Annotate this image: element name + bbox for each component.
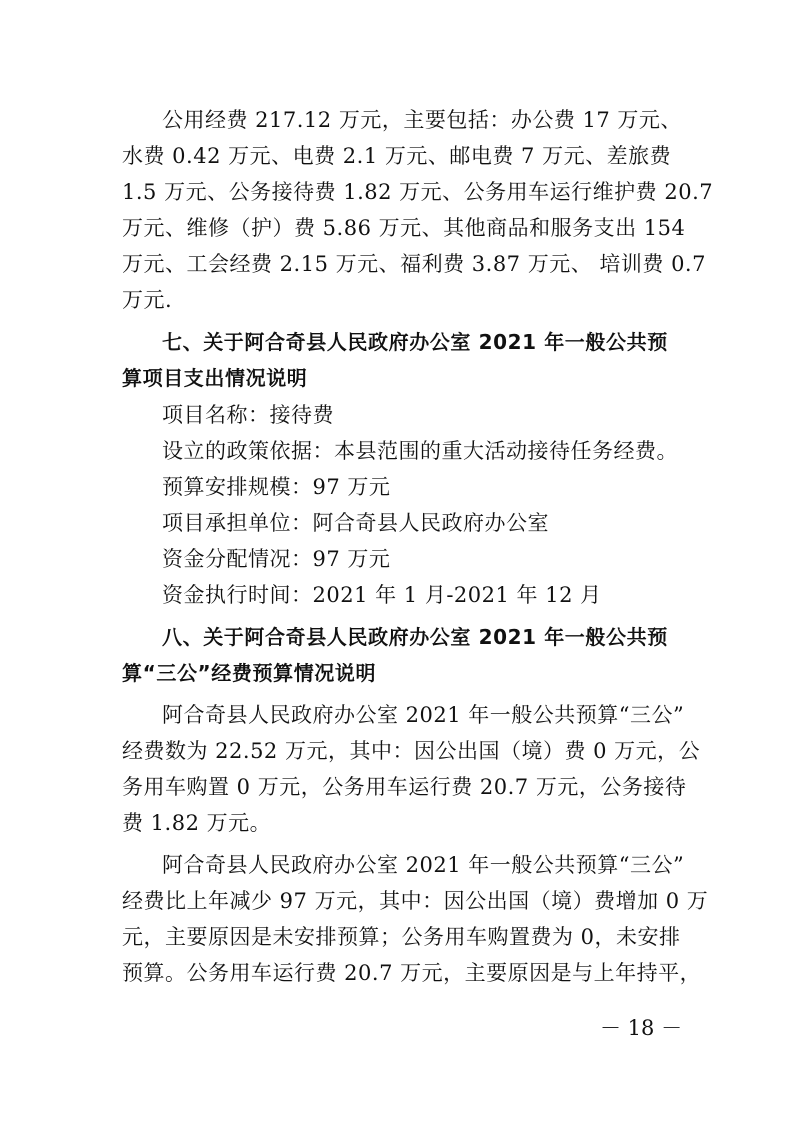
fund-allocation: 资金分配情况：97 万元	[162, 547, 391, 571]
text-line: 经费比上年减少 97 万元，其中：因公出国（境）费增加 0 万	[122, 889, 709, 913]
text-line: 经费数为 22.52 万元，其中：因公出国（境）费 0 万元，公	[122, 739, 701, 763]
budget-scale: 预算安排规模：97 万元	[162, 475, 391, 499]
text-line: 1.5 万元、公务接待费 1.82 万元、公务用车运行维护费 20.7	[122, 180, 714, 204]
text-line: 元，主要原因是未安排预算；公务用车购置费为 0，未安排	[122, 925, 681, 949]
project-name: 项目名称：接待费	[162, 403, 334, 427]
section-heading: 七、关于阿合奇县人民政府办公室 2021 年一般公共预	[162, 330, 668, 354]
text-line: 预算。公务用车运行费 20.7 万元，主要原因是与上年持平，	[122, 961, 702, 985]
text-line: 万元、维修（护）费 5.86 万元、其他商品和服务支出 154	[122, 216, 686, 240]
undertaking-unit: 项目承担单位：阿合奇县人民政府办公室	[162, 511, 549, 535]
page-number: － 18 －	[600, 1016, 683, 1040]
text-line: 费 1.82 万元。	[122, 811, 272, 835]
section-heading: 算“三公”经费预算情况说明	[122, 661, 377, 685]
text-line: 公用经费 217.12 万元，主要包括：办公费 17 万元、	[162, 108, 682, 132]
execution-period: 资金执行时间：2021 年 1 月-2021 年 12 月	[162, 583, 602, 607]
text-line: 万元.	[122, 288, 173, 312]
text-line: 阿合奇县人民政府办公室 2021 年一般公共预算“三公”	[162, 853, 685, 877]
text-line: 水费 0.42 万元、电费 2.1 万元、邮电费 7 万元、差旅费	[122, 144, 672, 168]
policy-basis: 设立的政策依据：本县范围的重大活动接待任务经费。	[162, 439, 678, 463]
section-heading: 算项目支出情况说明	[122, 366, 308, 390]
text-line: 务用车购置 0 万元，公务用车运行费 20.7 万元，公务接待	[122, 775, 687, 799]
section-heading: 八、关于阿合奇县人民政府办公室 2021 年一般公共预	[162, 625, 668, 649]
text-line: 万元、工会经费 2.15 万元、福利费 3.87 万元、 培训费 0.7	[122, 252, 706, 276]
text-line: 阿合奇县人民政府办公室 2021 年一般公共预算“三公”	[162, 703, 685, 727]
